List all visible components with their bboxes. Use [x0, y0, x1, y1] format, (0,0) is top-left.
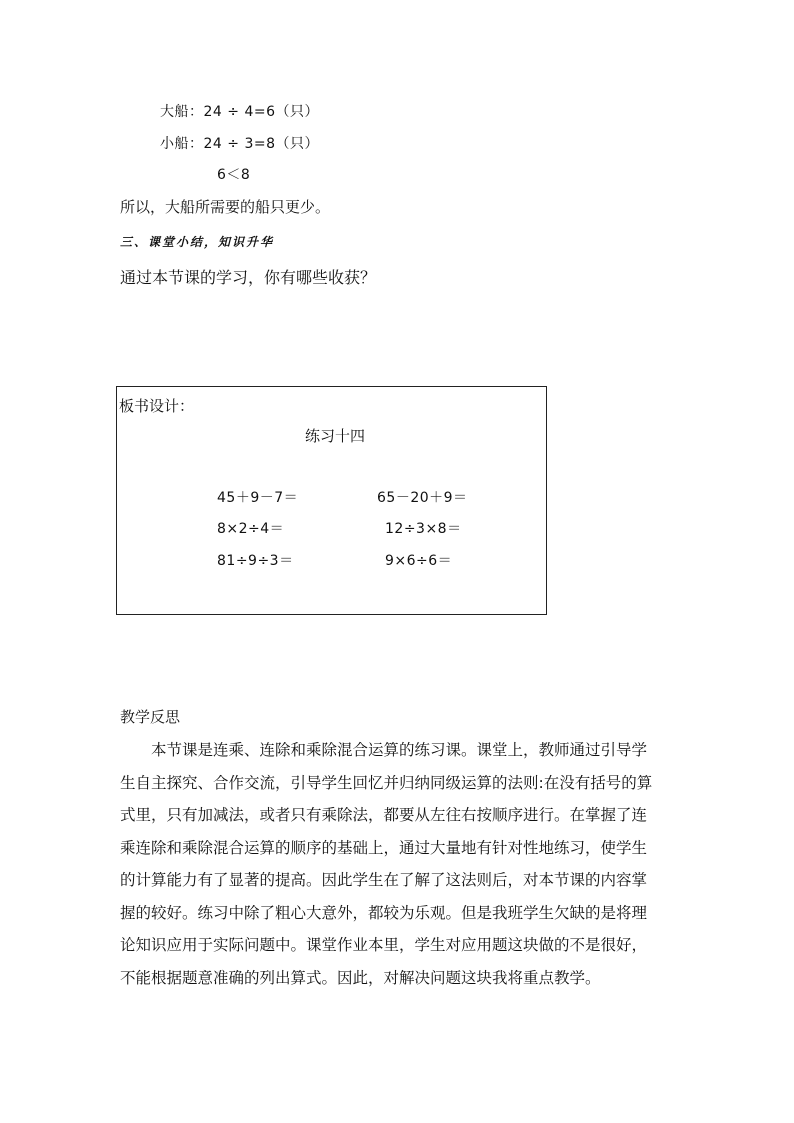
small-boat-calculation: 小船：24 ÷ 3=8（只） [160, 136, 319, 152]
summary-question: 通过本节课的学习，你有哪些收获？ [120, 268, 377, 287]
paragraph-line: 握的较好。练习中除了粗心大意外，都较为乐观。但是我班学生欠缺的是将理 [120, 903, 648, 922]
conclusion-text: 所以，大船所需要的船只更少。 [120, 198, 331, 216]
equation: 8×2÷4＝ [217, 521, 285, 537]
paragraph-line: 式里，只有加减法，或者只有乘除法，都要从左往右按顺序进行。在掌握了连 [120, 806, 648, 824]
equation: 12÷3×8＝ [385, 521, 462, 537]
board-title: 练习十四 [305, 427, 366, 445]
board-label: 板书设计： [119, 397, 195, 415]
paragraph-line: 的计算能力有了显著的提高。因此学生在了解了这法则后，对本节课的内容掌 [120, 871, 648, 889]
comparison: 6＜8 [217, 167, 251, 183]
paragraph-line: 生自主探究、合作交流，引导学生回忆并归纳同级运算的法则:在没有括号的算 [120, 773, 653, 792]
section-heading: 三、课堂小结，知识升华 [120, 235, 275, 249]
equation: 81÷9÷3＝ [217, 553, 294, 569]
paragraph-line: 不能根据题意准确的列出算式。因此，对解决问题这块我将重点教学。 [120, 968, 601, 987]
reflection-title: 教学反思 [120, 708, 181, 726]
equation: 45＋9－7＝ [217, 490, 299, 506]
equation: 65－20＋9＝ [377, 490, 468, 506]
paragraph-line: 乘连除和乘除混合运算的顺序的基础上，通过大量地有针对性地练习，使学生 [120, 838, 648, 857]
paragraph-line: 论知识应用于实际问题中。课堂作业本里，学生对应用题这块做的不是很好， [120, 936, 648, 954]
reflection-paragraph [120, 734, 676, 994]
big-boat-calculation: 大船：24 ÷ 4=6（只） [160, 104, 319, 120]
paragraph-line: 本节课是连乘、连除和乘除混合运算的练习课。课堂上，教师通过引导学 [151, 741, 648, 759]
equation: 9×6÷6＝ [385, 553, 453, 569]
blackboard-design-box [116, 386, 547, 615]
